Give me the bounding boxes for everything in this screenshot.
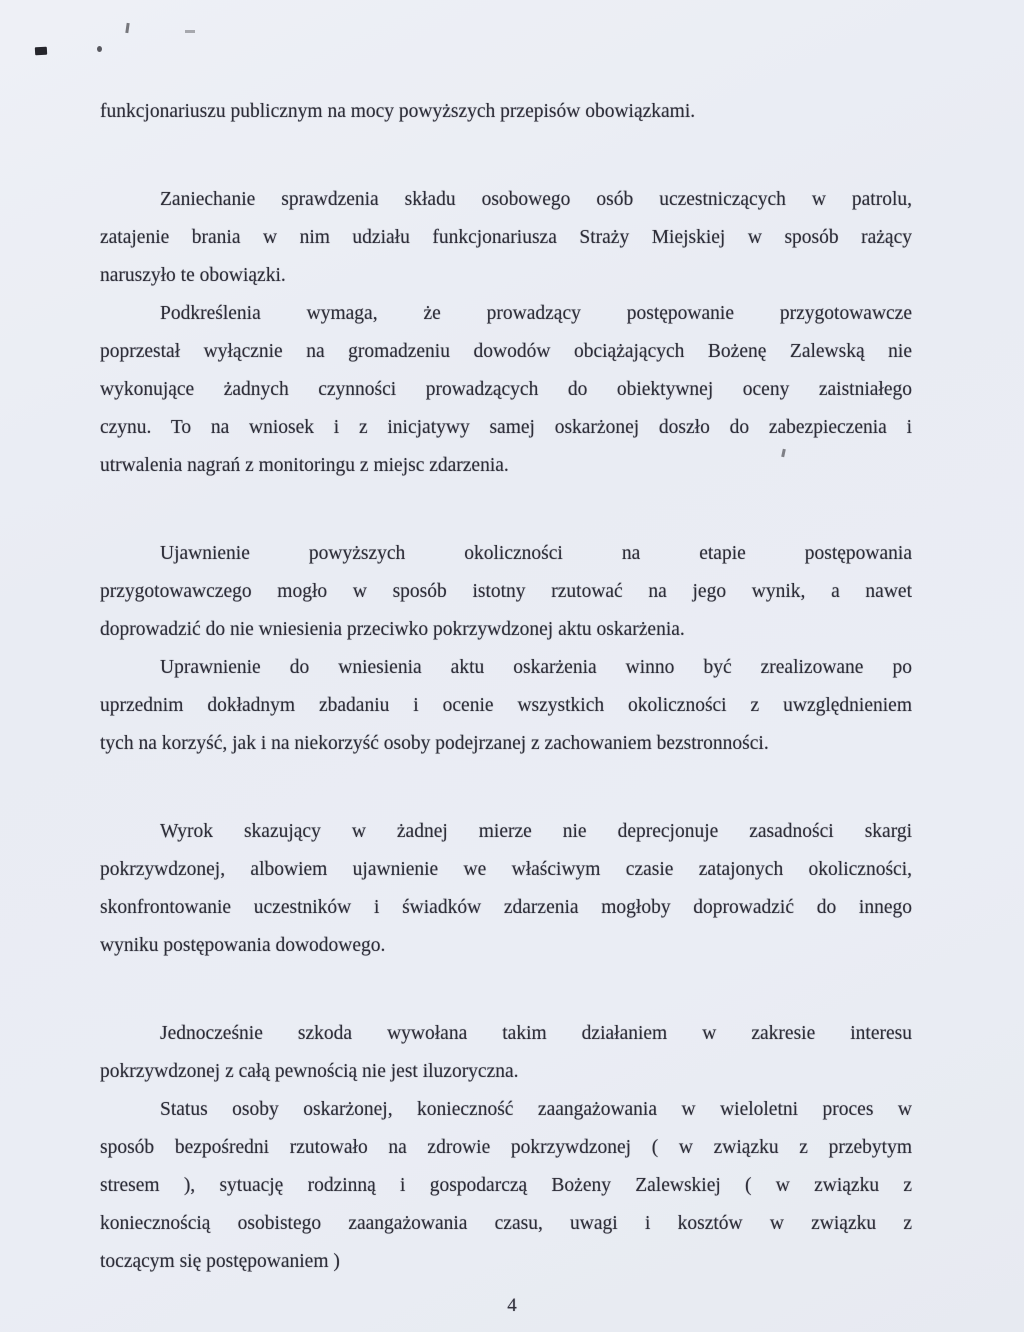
text-line: wykonujące żadnych czynności prowadzących do obiektywnej oceny zaistniałego [100, 379, 912, 400]
scan-artifact [125, 23, 129, 33]
text-line: Status osoby oskarżonej, konieczność zaangażowania w wieloletni proces w [160, 1099, 912, 1120]
paragraph [100, 649, 912, 763]
text-line: Wyrok skazujący w żadnej mierze nie deprecjonuje zasadności skargi [160, 821, 912, 842]
text-line: koniecznością osobistego zaangażowania czasu, uwagi i kosztów w związku z [100, 1213, 912, 1234]
paragraph [100, 535, 912, 649]
text-line: Zaniechanie sprawdzenia składu osobowego osób uczestniczących w patrolu, [160, 189, 912, 210]
paragraph [100, 1091, 912, 1281]
page-number: 4 [507, 1295, 517, 1316]
text-line: pokrzywdzonej, albowiem ujawnienie we właściwym czasie zatajonych okoliczności, [100, 859, 912, 880]
paragraph [100, 1015, 912, 1091]
text-line: pokrzywdzonej z całą pewnością nie jest iluzoryczna. [100, 1061, 519, 1082]
text-line: skonfrontowanie uczestników i świadków zdarzenia mogłoby doprowadzić do innego [100, 897, 912, 918]
text-line: sposób bezpośredni rzutowało na zdrowie pokrzywdzonej ( w związku z przebytym [100, 1137, 912, 1158]
scan-artifact [185, 30, 195, 33]
paragraph [100, 181, 912, 295]
text-line: Uprawnienie do wniesienia aktu oskarżenia winno być zrealizowane po [160, 657, 912, 678]
text-line: stresem ), sytuację rodzinną i gospodarczą Bożeny Zalewskiej ( w związku z [100, 1175, 912, 1196]
paragraph [100, 295, 912, 485]
text-line: przygotowawczego mogło w sposób istotny rzutować na jego wynik, a nawet [100, 581, 912, 602]
text-line: tych na korzyść, jak i na niekorzyść osoby podejrzanej z zachowaniem bezstronności. [100, 733, 769, 754]
text-line: czynu. To na wniosek i z inicjatywy samej oskarżonej doszło do zabezpieczenia i [100, 417, 912, 438]
text-line: Ujawnienie powyższych okoliczności na etapie postępowania [160, 543, 912, 564]
paragraph [100, 813, 912, 965]
paragraph [100, 93, 912, 131]
scan-artifact [97, 46, 102, 52]
text-line: wyniku postępowania dowodowego. [100, 935, 386, 956]
text-line: Podkreślenia wymaga, że prowadzący postępowanie przygotowawcze [160, 303, 912, 324]
text-line: funkcjonariuszu publicznym na mocy powyższych przepisów obowiązkami. [100, 101, 696, 122]
text-line: poprzestał wyłącznie na gromadzeniu dowodów obciążających Bożenę Zalewską nie [100, 341, 912, 362]
text-line: Jednocześnie szkoda wywołana takim działaniem w zakresie interesu [160, 1023, 912, 1044]
text-line: naruszyło te obowiązki. [100, 265, 286, 286]
document-body [100, 93, 912, 1281]
text-line: toczącym się postępowaniem ) [100, 1251, 340, 1272]
text-line: doprowadzić do nie wniesienia przeciwko pokrzywdzonej aktu oskarżenia. [100, 619, 685, 640]
text-line: uprzednim dokładnym zbadaniu i ocenie wszystkich okoliczności z uwzględnieniem [100, 695, 912, 716]
text-line: utrwalenia nagrań z monitoringu z miejsc zdarzenia. [100, 455, 509, 476]
scan-artifact [35, 47, 47, 56]
text-line: zatajenie brania w nim udziału funkcjonariusza Straży Miejskiej w sposób rażący [100, 227, 912, 248]
